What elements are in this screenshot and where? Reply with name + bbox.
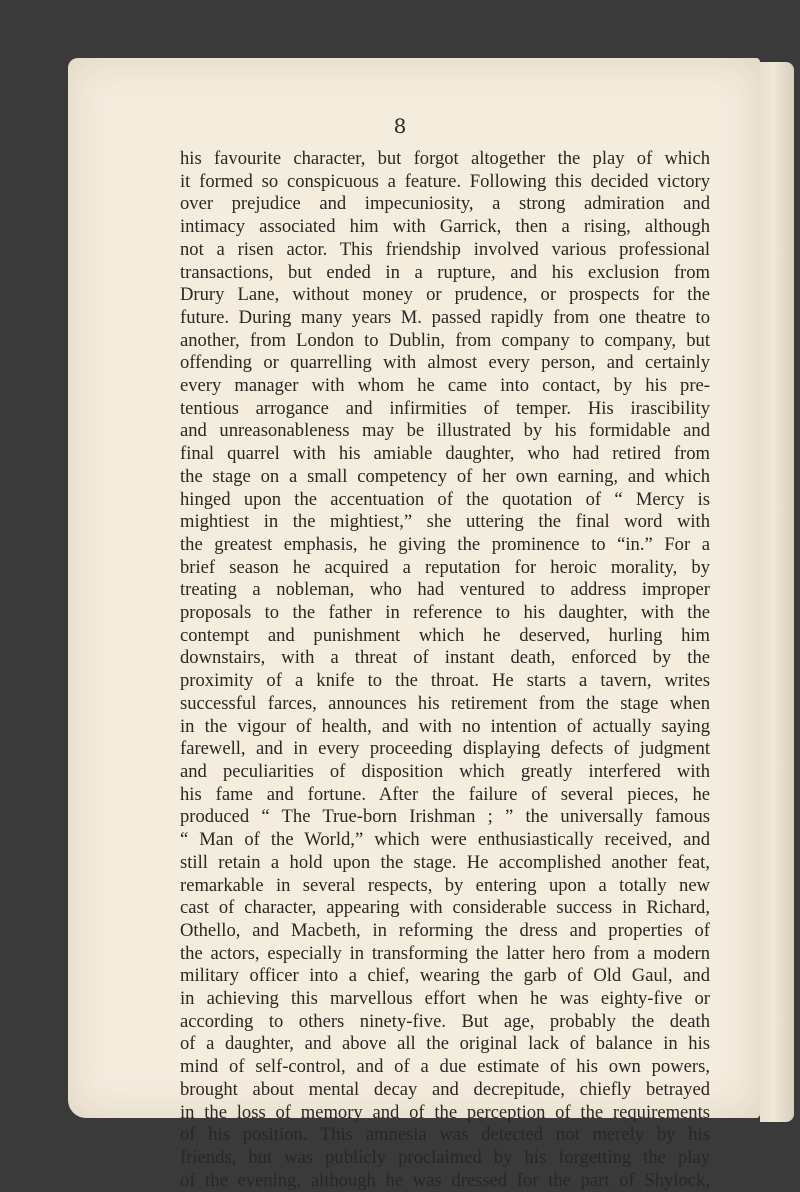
text-line: and unreasonableness may be illustrated by his formidable and [180,420,710,442]
text-line: tentious arrogance and infirmities of temper. His irascibility [180,397,710,419]
text-line: the greatest emphasis, he giving the prominence to “in.” For a [180,533,710,555]
text-line: his favourite character, but forgot altogether the play of which [180,148,710,169]
text-line: his fame and fortune. After the failure of several pieces, he [180,783,710,805]
text-line: it formed so conspicuous a feature. Following this decided victory [180,170,710,192]
text-line: proposals to the father in reference to his daughter, with the [180,602,710,624]
text-line: offending or quarrelling with almost every person, and certainly [180,352,710,374]
text-line: the actors, especially in transforming the latter hero from a modern [180,942,710,964]
page-edge [760,62,794,1122]
text-line: produced “ The True-born Irishman ; ” the universally famous [180,806,710,828]
text-line: not a risen actor. This friendship involved various professional [180,238,710,260]
text-line: in the loss of memory and of the perception of the requirements [180,1101,710,1123]
text-line: successful farces, announces his retirement from the stage when [180,692,710,714]
text-line: remarkable in several respects, by entering upon a totally new [180,874,710,896]
text-line: Othello, and Macbeth, in reforming the dress and properties of [180,919,710,941]
text-line: “ Man of the World,” which were enthusiastically received, and [180,829,710,851]
text-line: brought about mental decay and decrepitude, chiefly betrayed [180,1078,710,1100]
text-line: of the evening, although he was dressed for the part of Shylock, [180,1169,710,1191]
text-line: treating a nobleman, who had ventured to address improper [180,579,710,601]
text-line: of his position. This amnesia was detected not merely by his [180,1124,710,1146]
text-line: farewell, and in every proceeding displaying defects of judgment [180,738,710,760]
text-line: Drury Lane, without money or prudence, or prospects for the [180,284,710,306]
text-line: proximity of a knife to the throat. He starts a tavern, writes [180,670,710,692]
text-line: still retain a hold upon the stage. He accomplished another feat, [180,851,710,873]
text-line: cast of character, appearing with considerable success in Richard, [180,897,710,919]
text-line: in the vigour of health, and with no intention of actually saying [180,715,710,737]
text-line: every manager with whom he came into contact, by his pre- [180,375,710,397]
text-line: mind of self-control, and of a due estimate of his own powers, [180,1056,710,1078]
text-line: future. During many years M. passed rapidly from one theatre to [180,306,710,328]
text-line: and peculiarities of disposition which greatly interfered with [180,760,710,782]
text-line: military officer into a chief, wearing the garb of Old Gaul, and [180,965,710,987]
text-line: downstairs, with a threat of instant death, enforced by the [180,647,710,669]
text-line: in achieving this marvellous effort when he was eighty-five or [180,988,710,1010]
text-line: over prejudice and impecuniosity, a strong admiration and [180,193,710,215]
text-line: of a daughter, and above all the original lack of balance in his [180,1033,710,1055]
page-number: 8 [393,114,407,138]
text-line: hinged upon the accentuation of the quotation of “ Mercy is [180,488,710,510]
text-line: another, from London to Dublin, from company to company, but [180,329,710,351]
text-line: contempt and punishment which he deserved, hurling him [180,624,710,646]
body-text [180,148,710,1192]
text-line: intimacy associated him with Garrick, then a rising, although [180,216,710,238]
text-line: brief season he acquired a reputation for heroic morality, by [180,556,710,578]
text-line: according to others ninety-five. But age, probably the death [180,1010,710,1032]
text-line: transactions, but ended in a rupture, and his exclusion from [180,261,710,283]
text-line: the stage on a small competency of her own earning, and which [180,465,710,487]
text-line: friends, but was publicly proclaimed by his forgetting the play [180,1146,710,1168]
text-line: final quarrel with his amiable daughter, who had retired from [180,443,710,465]
text-line: mightiest in the mightiest,” she uttering the final word with [180,511,710,533]
